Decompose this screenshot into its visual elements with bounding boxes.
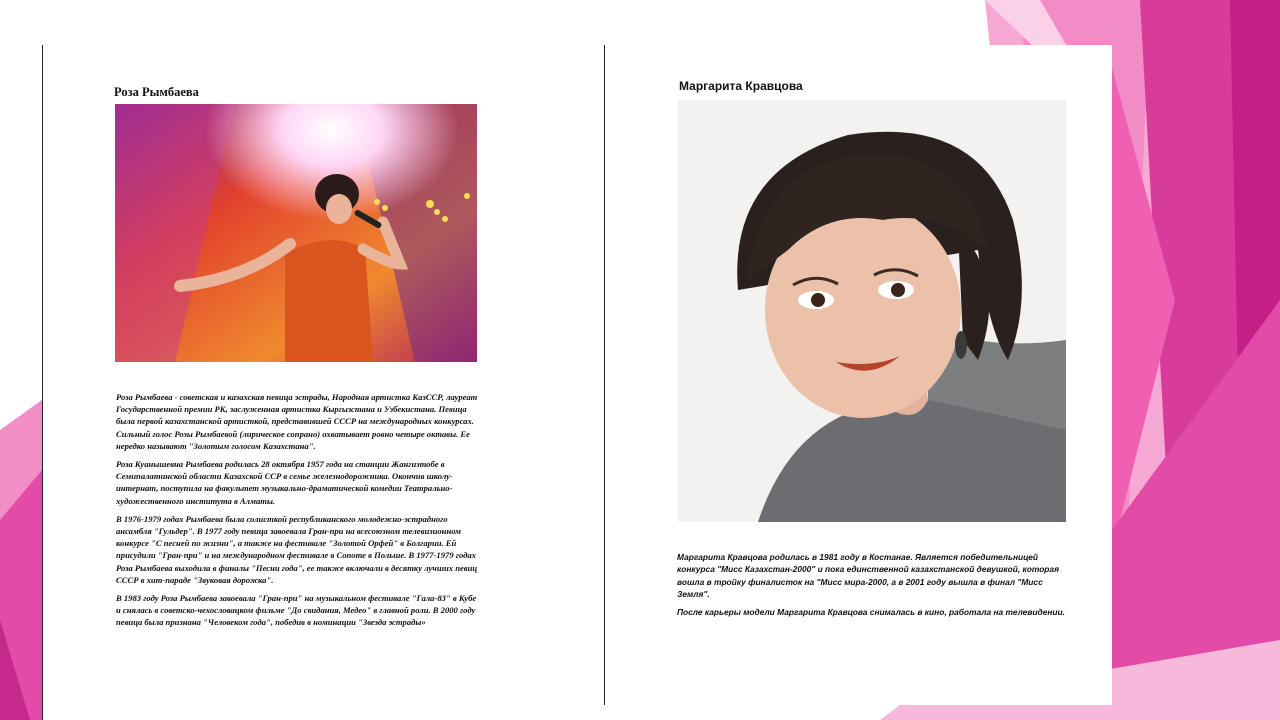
portrait-photo xyxy=(678,100,1066,522)
bio-paragraph: Роза Рымбаева - советская и казахская певица эстрады, Народная артистка КазССР, лауреат Государственной премии РК, заслуженная артистка Кыргызстана и Узбекистана. Певица была первой казахстанской артисткой, представившей СССР на международных конкурсах. Сильный голос Розы Рымбаевой (лирическое сопрано) охватывает ровно четыре октавы. Ее нередко называют "Золотым голосом Казахстана". xyxy=(116,392,478,451)
left-document-page xyxy=(42,45,563,720)
biography-text xyxy=(116,391,481,635)
bio-paragraph: После карьеры модели Маргарита Кравцова снималась в кино, работала на телевидении. xyxy=(677,607,1065,618)
singer-on-stage-photo xyxy=(115,104,477,362)
bio-paragraph: Маргарита Кравцова родилась в 1981 году в Костанае. Является победительницей конкурса "Мисс Казахстан-2000" и пока единственной казахстанской девушкой, которая вошла в тройку финалисток на "Мисс мира-2000, а в 2001 году вышла в финал "Мисс Земля". xyxy=(677,552,1060,599)
right-document-page xyxy=(604,45,1112,705)
page-title: Роза Рымбаева xyxy=(114,85,199,99)
page-title: Маргарита Кравцова xyxy=(679,79,803,93)
biography-text xyxy=(677,551,1067,624)
bio-paragraph: Роза Куанышевна Рымбаева родилась 28 октября 1957 года на станции Жангизтобе в Семипалатинской области Казахской ССР в семье железнодорожника. Окончив школу-интернат, поступила на факультет музыкально-драматической комедии Театрально-художественного института в Алматы. xyxy=(116,459,453,506)
bio-paragraph: В 1983 году Роза Рымбаева завоевала "Гран-при" на музыкальном фестивале "Гала-83" в Кубе и снялась в советско-чехословацком фильме "До свидания, Медео" в главной роли. В 2000 году певица была признана "Человеком года", победив в номинации "Звезда эстрады» xyxy=(116,593,477,628)
bio-paragraph: В 1976-1979 годах Рымбаева была солисткой республиканского молодежно-эстрадного ансамбля "Гульдер". В 1977 году певица завоевала Гран-при на всесоюзном телевизионном конкурсе "С песней по жизни", а также на фестивале "Золотой Орфей" в Болгарии. Ей присудили "Гран-при" и на международном фестивале в Сопоте в Польше. В 1977-1979 годах Роза Рымбаева выходила в финалы "Песни года", ее также включали в десятку лучших певиц СССР в хит-параде "Звуковая дорожка". xyxy=(116,513,478,585)
